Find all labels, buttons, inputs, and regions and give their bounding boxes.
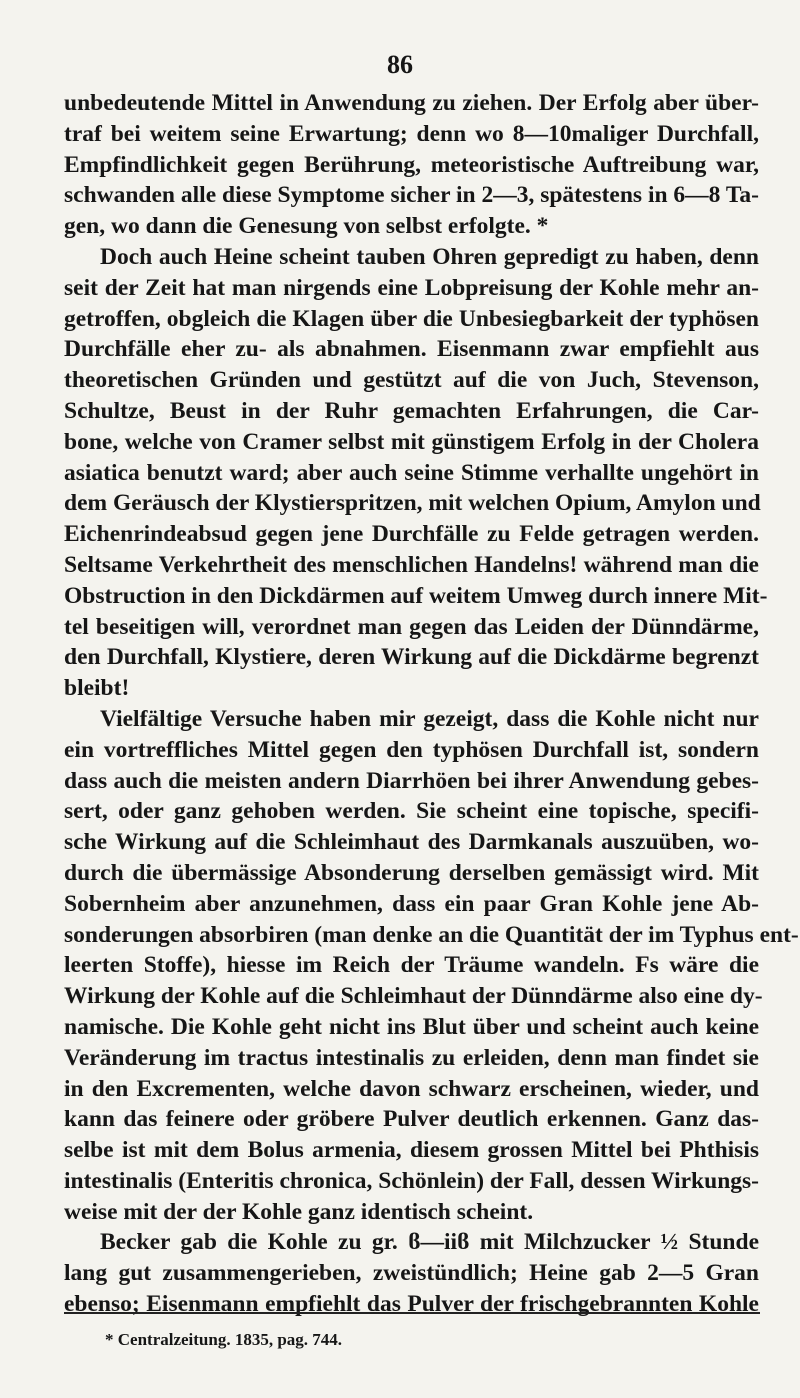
text-line: sche Wirkung auf die Schleimhaut des Darmkanals auszuüben, wo- [64,829,759,856]
text-line: traf bei weitem seine Erwartung; denn wo 8—10maliger Durchfall, [64,120,759,147]
text-line: dem Geräusch der Klystierspritzen, mit welchen Opium, Amylon und [64,490,761,517]
text-line: Seltsame Verkehrtheit des menschlichen Handelns! während man die [64,551,759,578]
text-line: Obstruction in den Dickdärmen auf weitem Umweg durch innere Mit- [64,582,768,609]
text-line: Eichenrindeabsud gegen jene Durchfälle zu Felde getragen werden. [64,521,759,548]
text-line: lang gut zusammengerieben, zweistündlich; Heine gab 2—5 Gran [64,1260,759,1287]
text-line: tel beseitigen will, verordnet man gegen das Leiden der Dünndärme, [64,613,759,640]
text-line: bleibt! [64,675,130,702]
text-line: intestinalis (Enteritis chronica, Schönlein) der Fall, dessen Wirkungs- [64,1167,759,1194]
text-line: Becker gab die Kohle zu gr. ϐ—iiϐ mit Milchzucker ½ Stunde [100,1229,759,1256]
body-text [64,88,799,1320]
text-line: getroffen, obgleich die Klagen über die Unbesiegbarkeit der typhösen [64,305,759,332]
footnote-divider [64,1312,760,1314]
page-number: 86 [387,50,413,79]
text-line: Wirkung der Kohle auf die Schleimhaut der Dünndärme also eine dy- [64,983,763,1010]
text-line: durch die übermässige Absonderung derselben gemässigt wird. Mit [64,859,759,886]
text-line: schwanden alle diese Symptome sicher in 2—3, spätestens in 6—8 Ta- [64,182,759,209]
text-line: Empfindlichkeit gegen Berührung, meteoristische Auftreibung war, [64,151,759,178]
text-line: Vielfältige Versuche haben mir gezeigt, dass die Kohle nicht nur [100,705,759,732]
text-line: namische. Die Kohle geht nicht ins Blut über und scheint auch keine [64,1013,759,1040]
text-line: Schultze, Beust in der Ruhr gemachten Erfahrungen, die Car- [64,397,759,424]
text-line: Durchfälle eher zu- als abnahmen. Eisenmann zwar empfiehlt aus [64,336,759,363]
text-line: sert, oder ganz gehoben werden. Sie scheint eine topische, specifi- [64,798,759,825]
text-line: asiatica benutzt ward; aber auch seine Stimme verhallte ungehört in [64,459,759,486]
text-line: unbedeutende Mittel in Anwendung zu ziehen. Der Erfolg aber über- [64,90,759,116]
footnote: * Centralzeitung. 1835, pag. 744. [105,1330,343,1349]
text-line: Doch auch Heine scheint tauben Ohren gepredigt zu haben, denn [100,243,759,270]
text-line: gen, wo dann die Genesung von selbst erfolgte. * [64,213,549,240]
text-line: ebenso; Eisenmann empfiehlt das Pulver der frischgebrannten Kohle [64,1291,759,1318]
text-line: kann das feinere oder gröbere Pulver deutlich erkennen. Ganz das- [64,1106,759,1133]
text-line: bone, welche von Cramer selbst mit günstigem Erfolg in der Cholera [64,428,759,455]
text-line: theoretischen Gründen und gestützt auf die von Juch, Stevenson, [64,367,759,394]
text-line: Veränderung im tractus intestinalis zu erleiden, denn man findet sie [64,1044,759,1071]
text-line: in den Excrementen, welche davon schwarz erscheinen, wieder, und [64,1075,759,1102]
text-line: selbe ist mit dem Bolus armenia, diesem grossen Mittel bei Phthisis [64,1137,759,1164]
text-line: Sobernheim aber anzunehmen, dass ein paar Gran Kohle jene Ab- [64,890,759,917]
text-line: dass auch die meisten andern Diarrhöen bei ihrer Anwendung gebes- [64,767,759,794]
text-line: weise mit der der Kohle ganz identisch scheint. [64,1198,534,1225]
text-line: leerten Stoffe), hiesse im Reich der Träume wandeln. Fs wäre die [64,952,759,979]
text-line: seit der Zeit hat man nirgends eine Lobpreisung der Kohle mehr an- [64,274,759,301]
text-line: ein vortreffliches Mittel gegen den typhösen Durchfall ist, sondern [64,736,759,763]
text-line: sonderungen absorbiren (man denke an die Quantität der im Typhus ent- [64,921,799,948]
text-line: den Durchfall, Klystiere, deren Wirkung auf die Dickdärme begrenzt [64,644,759,671]
